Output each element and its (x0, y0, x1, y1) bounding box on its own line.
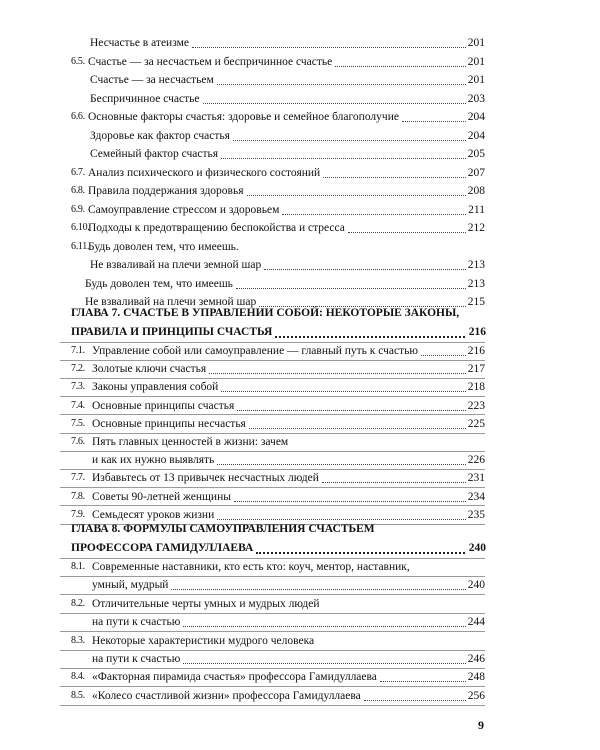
toc-entry (0, 164, 600, 182)
entry-title: Будь доволен тем, что имеешь. (88, 240, 239, 253)
toc-entry (0, 275, 600, 293)
row-divider (60, 705, 485, 706)
page-number: 9 (478, 718, 484, 732)
toc-entry (0, 342, 600, 360)
entry-number: 6.10. (71, 222, 90, 233)
toc-entry (0, 451, 600, 469)
entry-title-row (92, 613, 468, 631)
toc-entry (0, 650, 600, 668)
entry-page-number: 217 (467, 363, 485, 376)
entry-number: 7.4. (71, 399, 85, 411)
entry-number: 8.2. (71, 597, 85, 609)
toc-entry (0, 238, 600, 256)
toc-entry (0, 632, 600, 650)
dot-leader (171, 577, 466, 590)
entry-title: Современные наставники, кто есть кто: коуч, ментор, наставник, (92, 561, 410, 573)
entry-title-row (90, 34, 468, 52)
entry-page-number: 203 (467, 92, 485, 105)
dot-leader (335, 54, 466, 67)
entry-title: на пути к счастью (92, 653, 181, 665)
entry-title: Будь доволен тем, что имеешь (85, 277, 233, 290)
entry-title: Счастье — за несчастьем (90, 74, 214, 86)
toc-entry (0, 34, 600, 52)
dot-leader (217, 507, 466, 520)
entry-title-row (88, 108, 468, 126)
dot-leader (209, 361, 466, 374)
dot-leader (221, 379, 466, 392)
entry-page-number: 213 (467, 259, 485, 271)
toc-entry (0, 576, 600, 594)
dot-leader (323, 165, 466, 178)
dot-leader (234, 489, 466, 502)
toc-entry (0, 378, 600, 396)
chapter-8-title-line-2-row (71, 539, 486, 558)
entry-number: 7.6. (71, 436, 85, 447)
entry-page-number: 225 (467, 417, 485, 430)
dot-leader (421, 343, 466, 356)
entry-page-number: 226 (467, 454, 485, 467)
toc-entry (0, 360, 600, 378)
dot-leader (183, 614, 466, 627)
entry-title: Анализ психического и физического состояний (88, 166, 321, 179)
dot-leader (221, 146, 466, 159)
entry-title: Основные факторы счастья: здоровье и семейное благополучие (88, 111, 399, 123)
dot-leader (237, 398, 466, 411)
entry-number: 6.5. (71, 55, 85, 67)
entry-page-number: 204 (467, 129, 485, 142)
entry-title-row (88, 219, 468, 237)
entry-title: на пути к счастью (92, 616, 181, 629)
entry-title: «Факторная пирамида счастья» профессора Гамидуллаева (92, 671, 377, 684)
entry-number: 6.9. (71, 203, 85, 215)
toc-entry (0, 668, 600, 686)
entry-number: 7.9. (71, 508, 85, 520)
entry-number: 8.3. (71, 634, 85, 646)
toc-entry (0, 219, 600, 237)
entry-number: 6.8. (71, 185, 85, 196)
entry-title: Отличительные черты умных и мудрых людей (92, 597, 320, 610)
entry-title: Подходы к предотвращению беспокойства и стресса (88, 222, 345, 234)
entry-title-row (85, 275, 468, 293)
entry-title-row (92, 342, 468, 360)
chapter-8-heading (71, 520, 486, 558)
entry-number: 7.2. (71, 363, 85, 375)
entry-page-number: 201 (467, 55, 485, 68)
dot-leader (348, 220, 466, 233)
toc-entry (0, 469, 600, 487)
dot-leader (233, 128, 466, 141)
entry-page-number: 208 (467, 185, 485, 197)
entry-title-row (92, 360, 468, 378)
toc-entry (0, 488, 600, 506)
toc-entry (0, 71, 600, 89)
entry-title-row (90, 71, 468, 89)
entry-title-row (88, 182, 468, 200)
entry-title-row (92, 595, 319, 613)
entry-title: и как их нужно выявлять (92, 454, 215, 467)
entry-title-row (90, 90, 468, 108)
entry-title: Несчастье в атеизме (90, 37, 189, 49)
entry-page-number: 207 (467, 166, 485, 179)
toc-entry (0, 108, 600, 126)
entry-number: 8.1. (71, 561, 85, 572)
entry-number: 6.11. (71, 240, 90, 252)
chapter-7-heading (71, 304, 486, 342)
entry-title: Основные принципы счастья (92, 399, 235, 412)
entry-title: Семейный фактор счастья (90, 148, 219, 160)
entry-page-number: 235 (467, 508, 485, 521)
entry-number: 7.8. (71, 490, 85, 502)
chapter-7-title-line-1: ГЛАВА 7. СЧАСТЬЕ В УПРАВЛЕНИИ СОБОЙ: НЕКОТОРЫЕ ЗАКОНЫ, (71, 307, 460, 319)
toc-entry (0, 201, 600, 219)
entry-title: Пять главных ценностей в жизни: зачем (92, 436, 289, 448)
entry-title-row (92, 488, 468, 506)
entry-page-number: 240 (467, 579, 485, 592)
entry-title: «Колесо счастливой жизни» профессора Гамидуллаева (92, 689, 361, 702)
dot-leader (275, 324, 464, 338)
entry-title: Самоуправление стрессом и здоровьем (88, 203, 280, 216)
entry-title-row (92, 415, 468, 433)
dot-leader (217, 72, 466, 85)
entry-page-number: 218 (467, 381, 485, 394)
toc-entry (0, 595, 600, 613)
chapter-7-page: 216 (468, 326, 486, 338)
entry-title-row (90, 145, 468, 163)
entry-title-row (88, 53, 468, 71)
entry-page-number: 201 (467, 74, 485, 86)
entry-title-row (92, 378, 468, 396)
entry-title: Здоровье как фактор счастья (90, 129, 230, 142)
entry-title-row (92, 687, 468, 705)
entry-title: Семьдесят уроков жизни (92, 508, 215, 521)
entry-title: Правила поддержания здоровья (88, 185, 244, 197)
entry-title-row (92, 632, 314, 650)
entry-title-row (90, 127, 468, 145)
entry-title-row (92, 576, 468, 594)
entry-title: Советы 90-летней женщины (92, 490, 231, 503)
dot-leader (236, 276, 466, 289)
entry-number: 7.5. (71, 417, 85, 429)
entry-page-number: 244 (467, 616, 485, 629)
entry-title: Не взваливай на плечи земной шар (90, 259, 262, 271)
entry-title: Не взваливай на плечи земной шар (85, 296, 257, 308)
entry-title-row (92, 433, 288, 451)
entry-page-number: 223 (467, 399, 485, 412)
entry-title: Избавьтесь от 13 привычек несчастных людей (92, 472, 319, 485)
chapter-8-title-line-1: ГЛАВА 8. ФОРМУЛЫ САМОУПРАВЛЕНИЯ СЧАСТЬЕМ (71, 523, 375, 535)
toc-entry (0, 256, 600, 274)
chapter-8-page: 240 (468, 542, 486, 554)
dot-leader (402, 109, 466, 122)
entry-title: Счастье — за несчастьем и беспричинное счастье (88, 55, 333, 68)
entry-page-number: 248 (467, 671, 485, 684)
toc-entry (0, 127, 600, 145)
dot-leader (322, 470, 466, 483)
entry-page-number: 246 (467, 653, 485, 665)
entry-page-number: 256 (467, 689, 485, 702)
chapter-7-title-line-2: ПРАВИЛА И ПРИНЦИПЫ СЧАСТЬЯ (71, 326, 273, 338)
entry-title-row (92, 558, 410, 576)
entry-title-row (92, 397, 468, 415)
entry-title: Законы управления собой (92, 381, 219, 394)
entry-page-number: 205 (467, 148, 485, 160)
toc-entry (0, 558, 600, 576)
entry-page-number: 231 (467, 472, 485, 485)
entry-page-number: 216 (467, 345, 485, 357)
dot-leader (217, 452, 466, 465)
dot-leader (247, 183, 466, 196)
dot-leader (282, 202, 466, 215)
entry-page-number: 215 (467, 296, 485, 308)
toc-entry (0, 433, 600, 451)
entry-title-row (88, 238, 239, 256)
entry-number: 8.4. (71, 671, 85, 683)
entry-page-number: 204 (467, 111, 485, 123)
dot-leader (264, 257, 466, 270)
dot-leader (249, 416, 466, 429)
entry-page-number: 213 (467, 277, 485, 290)
entry-title-row (88, 201, 468, 219)
dot-leader (256, 540, 464, 554)
dot-leader (203, 91, 466, 104)
entry-number: 7.3. (71, 381, 85, 393)
entry-page-number: 201 (467, 37, 485, 49)
chapter-8-title-line-2: ПРОФЕССОРА ГАМИДУЛЛАЕВА (71, 542, 254, 554)
entry-title-row (92, 469, 468, 487)
entry-number: 8.5. (71, 689, 85, 701)
toc-entry (0, 182, 600, 200)
entry-title-row (88, 164, 468, 182)
toc-entry (0, 145, 600, 163)
entry-title-row (92, 451, 468, 469)
toc-entry (0, 415, 600, 433)
entry-title: Золотые ключи счастья (92, 363, 207, 376)
entry-page-number: 212 (467, 222, 485, 234)
toc-entry (0, 90, 600, 108)
entry-title: Основные принципы несчастья (92, 417, 246, 430)
entry-title-row (92, 650, 468, 668)
toc-entry (0, 53, 600, 71)
entry-title-row (90, 256, 468, 274)
chapter-7-title-line-2-row (71, 323, 486, 342)
dot-leader (192, 35, 466, 48)
entry-number: 7.1. (71, 345, 85, 356)
toc-entry (0, 687, 600, 705)
entry-title: Управление собой или самоуправление — главный путь к счастью (92, 345, 418, 357)
entry-title-row (92, 668, 468, 686)
entry-page-number: 234 (467, 490, 485, 503)
entry-title: умный, мудрый (92, 579, 169, 592)
dot-leader (183, 651, 466, 664)
toc-entry (0, 613, 600, 631)
entry-number: 7.7. (71, 472, 85, 484)
entry-number: 6.6. (71, 111, 85, 122)
entry-page-number: 211 (468, 203, 485, 216)
dot-leader (364, 688, 466, 701)
entry-number: 6.7. (71, 166, 85, 178)
dot-leader (380, 669, 466, 682)
toc-entry (0, 397, 600, 415)
entry-title: Некоторые характеристики мудрого человека (92, 634, 315, 647)
entry-title: Беспричинное счастье (90, 92, 200, 105)
